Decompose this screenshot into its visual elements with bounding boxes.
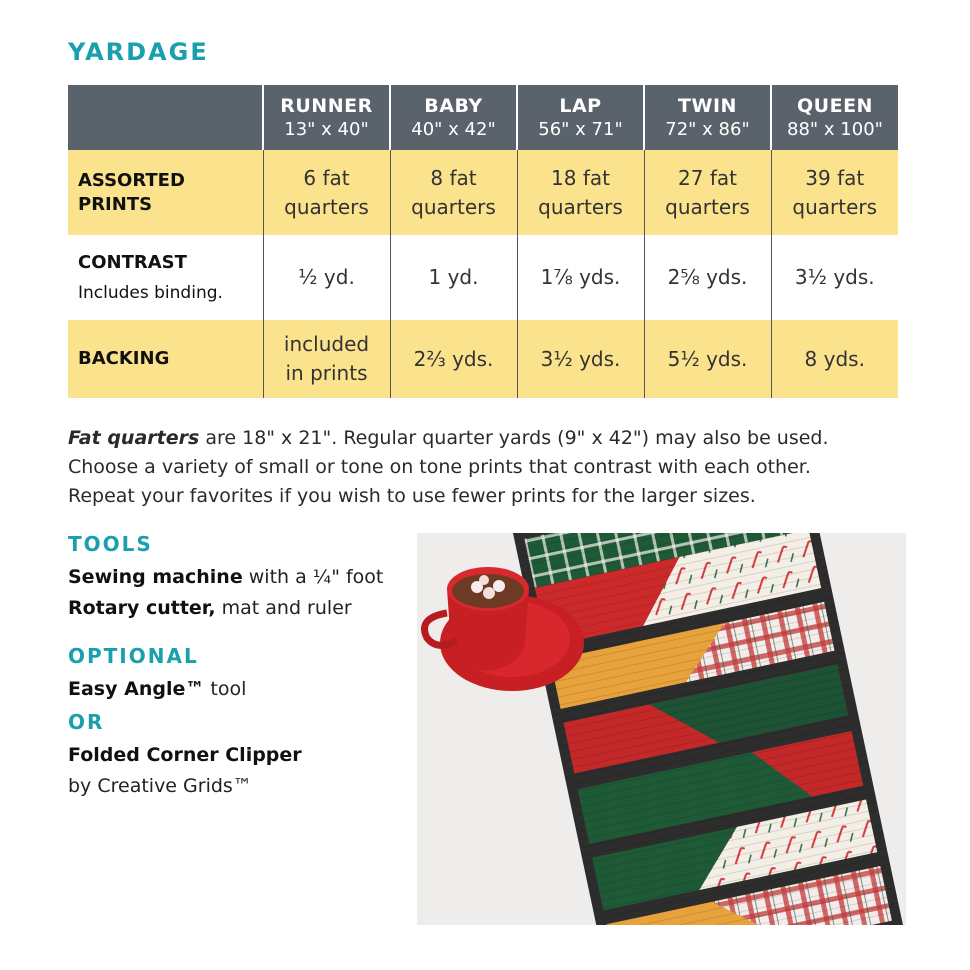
table-cell: 6 fat quarters: [263, 150, 390, 235]
table-cell: ½ yd.: [263, 235, 390, 320]
table-cell: 3½ yds.: [771, 235, 898, 320]
table-cell: 2⅝ yds.: [644, 235, 771, 320]
table-row-backing: [68, 320, 898, 398]
yardage-table: [68, 85, 898, 398]
row-sublabel: Includes binding.: [78, 282, 223, 303]
table-cell: 1 yd.: [390, 235, 517, 320]
note-line-3: Repeat your favorites if you wish to use fewer prints for the larger sizes.: [68, 485, 756, 507]
table-row-contrast: [68, 235, 898, 320]
table-cell: 18 fat quarters: [517, 150, 644, 235]
header-twin: TWIN 72" x 86": [644, 85, 771, 150]
header-baby: BABY 40" x 42": [390, 85, 517, 150]
header-runner: RUNNER 13" x 40": [263, 85, 390, 150]
note-line-2: Choose a variety of small or tone on tone prints that contrast with each other.: [68, 456, 811, 478]
header-lap: LAP 56" x 71": [517, 85, 644, 150]
tools-heading: TOOLS: [68, 532, 153, 556]
header-queen: QUEEN 88" x 100": [771, 85, 898, 150]
header-blank: [68, 85, 263, 150]
table-cell: 8 yds.: [771, 320, 898, 398]
tool-rotary-cutter: Rotary cutter, mat and ruler: [68, 597, 352, 619]
tool-easy-angle: Easy Angle™ tool: [68, 678, 247, 700]
note-line-1: Fat quarters are 18" x 21". Regular quarter yards (9" x 42") may also be used.: [68, 427, 829, 449]
table-row-assorted-prints: [68, 150, 898, 235]
table-runner-photo: [417, 533, 906, 925]
or-label: OR: [68, 710, 105, 734]
tool-sewing-machine: Sewing machine with a ¼" foot: [68, 566, 384, 588]
table-cell: 1⅞ yds.: [517, 235, 644, 320]
table-cell: 2⅔ yds.: [390, 320, 517, 398]
table-cell: 5½ yds.: [644, 320, 771, 398]
table-cell: 8 fat quarters: [390, 150, 517, 235]
tool-folded-corner-clipper: Folded Corner Clipper: [68, 744, 302, 766]
table-cell: 27 fat quarters: [644, 150, 771, 235]
table-cell: 3½ yds.: [517, 320, 644, 398]
yardage-heading: YARDAGE: [68, 38, 209, 66]
table-cell: 39 fat quarters: [771, 150, 898, 235]
table-header-row: [68, 85, 898, 150]
table-cell: included in prints: [263, 320, 390, 398]
row-label: BACKING: [68, 320, 263, 398]
fabric-note: [68, 424, 928, 511]
optional-heading: OPTIONAL: [68, 644, 199, 668]
row-label: ASSORTED PRINTS: [68, 150, 263, 235]
row-label: CONTRAST Includes binding.: [68, 235, 263, 320]
tool-brand-line: by Creative Grids™: [68, 775, 252, 797]
